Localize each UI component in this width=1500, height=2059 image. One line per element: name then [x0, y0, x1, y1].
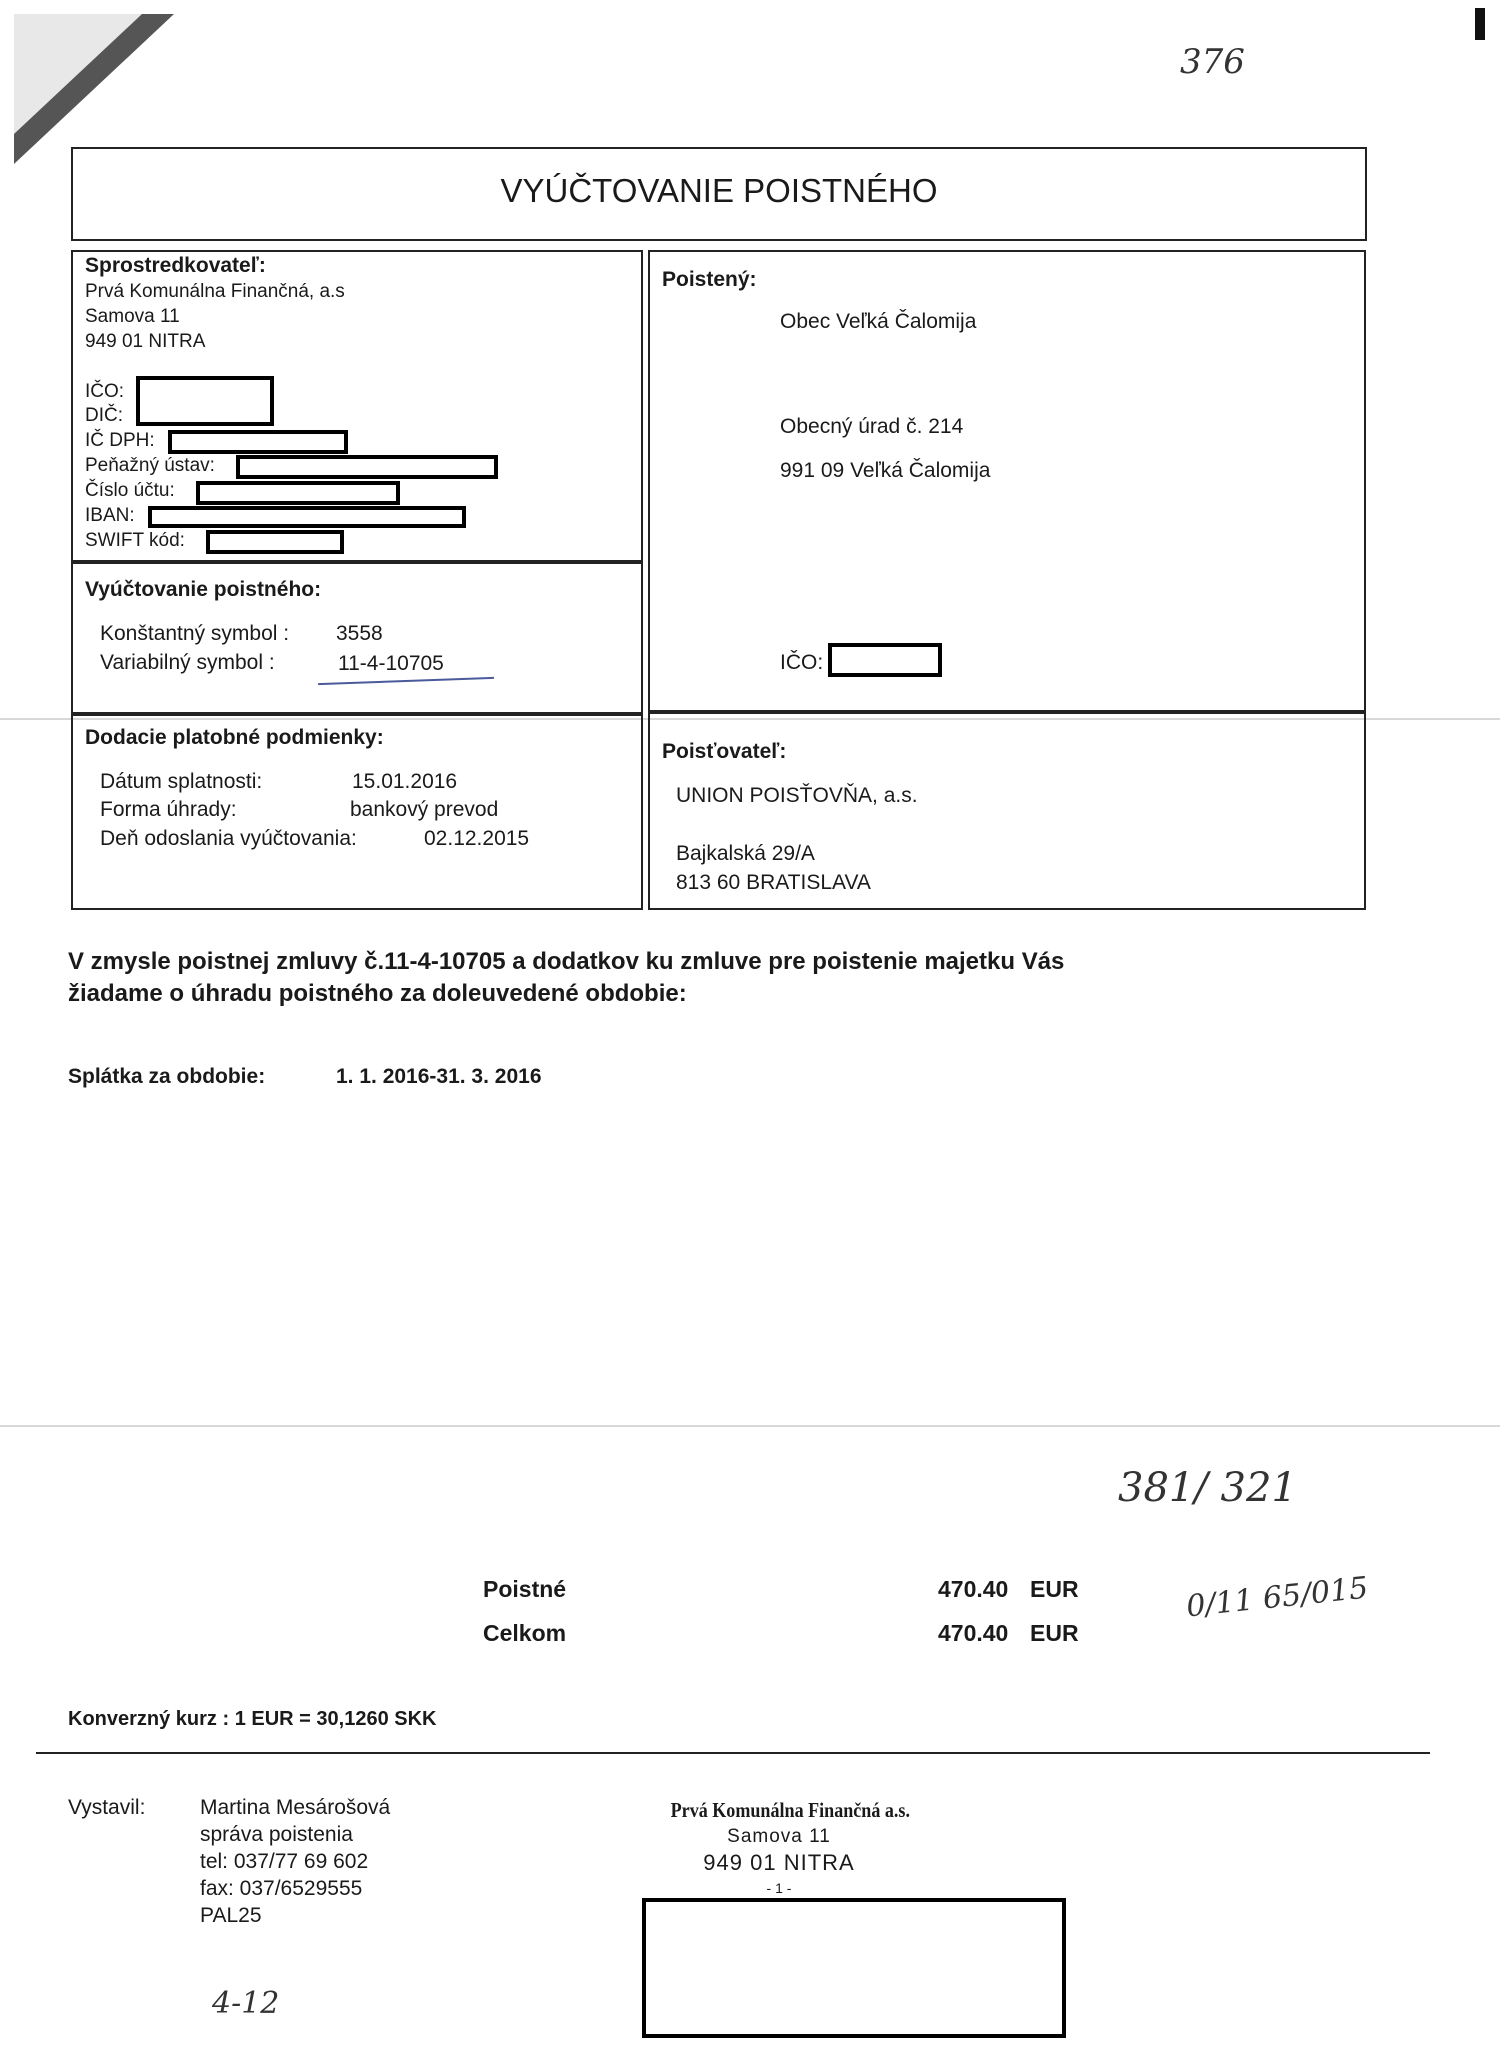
redaction-ic-dph [168, 430, 348, 454]
request-line-1: V zmysle poistnej zmluvy č.11-4-10705 a dodatkov ku zmluve pre poistenie majetku Vás [68, 948, 1065, 975]
insurer-city: 813 60 BRATISLAVA [676, 871, 871, 894]
ico-label: IČO: [85, 381, 125, 402]
document-title: VYÚČTOVANIE POISTNÉHO [500, 172, 938, 209]
issuer-label: Vystavil: [68, 1796, 146, 1819]
scan-line-2 [0, 1425, 1500, 1427]
handwritten-page-number: 376 [1180, 42, 1245, 82]
installment-value: 1. 1. 2016-31. 3. 2016 [336, 1065, 542, 1088]
due-date-label: Dátum splatnosti: [100, 770, 263, 793]
insurer-heading: Poisťovateľ: [662, 740, 787, 763]
stamp-city: 949 01 NITRA [703, 1850, 855, 1875]
payment-form-value: bankový prevod [350, 798, 499, 821]
redaction-insured-ico [828, 643, 942, 677]
intermediary-heading: Sprostredkovateľ: [85, 254, 266, 277]
stamp-company: Prvá Komunálna Finančná a.s. [670, 1798, 910, 1822]
swift-label: SWIFT kód: [85, 530, 185, 551]
premium-value: 470.40 [938, 1576, 1009, 1602]
sent-date-value: 02.12.2015 [424, 827, 530, 850]
account-label: Číslo účtu: [85, 480, 175, 501]
total-currency: EUR [1030, 1620, 1079, 1646]
stamp-page-number: - 1 - [766, 1880, 792, 1896]
issuer-tel: tel: 037/77 69 602 [200, 1850, 369, 1873]
redaction-account [196, 481, 400, 505]
insurer-name: UNION POISŤOVŇA, a.s. [676, 784, 918, 807]
insured-city: 991 09 Veľká Čalomija [780, 459, 991, 482]
constant-symbol-label: Konštantný symbol : [100, 622, 290, 645]
stamp-street: Samova 11 [727, 1826, 831, 1847]
premium-currency: EUR [1030, 1576, 1079, 1602]
settlement-heading: Vyúčtovanie poistného: [85, 578, 322, 601]
edge-mark [1475, 8, 1485, 40]
delivery-heading: Dodacie platobné podmienky: [85, 726, 384, 749]
insured-box [648, 250, 1366, 714]
premium-label: Poistné [483, 1576, 567, 1602]
insured-office: Obecný úrad č. 214 [780, 415, 964, 438]
folded-corner-inner [14, 14, 142, 134]
bank-label: Peňažný ústav: [85, 455, 215, 476]
footer-divider [36, 1752, 1430, 1754]
issuer-code: PAL25 [200, 1904, 262, 1927]
insured-heading: Poistený: [662, 268, 757, 291]
request-line-2: žiadame o úhradu poistného za doleuvedené obdobie: [68, 980, 687, 1007]
intermediary-city: 949 01 NITRA [85, 331, 206, 352]
insurer-street: Bajkalská 29/A [676, 842, 815, 865]
issuer-fax: fax: 037/6529555 [200, 1877, 363, 1900]
redaction-iban [148, 506, 466, 528]
variable-symbol-value: 11-4-10705 [338, 652, 444, 675]
total-value: 470.40 [938, 1620, 1009, 1646]
sent-date-label: Deň odoslania vyúčtovania: [100, 827, 357, 850]
handwritten-date: 0/11 65/015 [1184, 1570, 1370, 1625]
dic-label: DIČ: [85, 405, 123, 426]
conversion-rate: Konverzný kurz : 1 EUR = 30,1260 SKK [68, 1708, 437, 1730]
issuer-role: správa poistenia [200, 1823, 353, 1846]
issuer-name: Martina Mesárošová [200, 1796, 391, 1819]
insured-ico-label: IČO: [780, 651, 824, 674]
constant-symbol-value: 3558 [336, 622, 383, 645]
redaction-bank [236, 455, 498, 479]
due-date-value: 15.01.2016 [352, 770, 458, 793]
total-label: Celkom [483, 1620, 567, 1646]
iban-label: IBAN: [85, 505, 135, 526]
payment-form-label: Forma úhrady: [100, 798, 237, 821]
redaction-ico [136, 376, 274, 426]
ic-dph-label: IČ DPH: [85, 430, 155, 451]
installment-label: Splátka za obdobie: [68, 1065, 266, 1088]
variable-symbol-label: Variabilný symbol : [100, 651, 275, 674]
intermediary-name: Prvá Komunálna Finančná, a.s [85, 281, 345, 302]
insured-name: Obec Veľká Čalomija [780, 310, 977, 333]
redaction-swift [206, 530, 344, 554]
intermediary-street: Samova 11 [85, 306, 180, 327]
handwritten-numbers: 381/ 321 [1118, 1465, 1297, 1511]
redaction-signature [642, 1898, 1066, 2038]
handwritten-footer: 4-12 [212, 1986, 280, 2021]
